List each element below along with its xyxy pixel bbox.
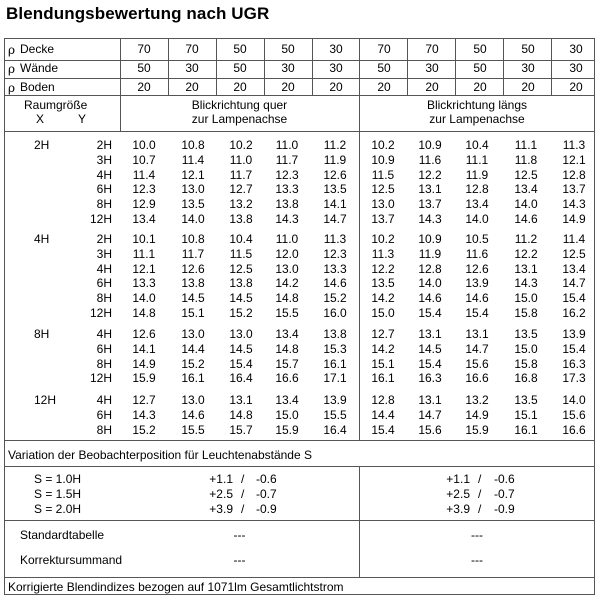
reflectance-value: 30	[521, 61, 535, 75]
spacing-label: S = 1.5H	[34, 487, 82, 501]
cross-direction-label: Blickrichtung quer	[191, 98, 288, 112]
reflectance-value: 20	[473, 80, 487, 94]
reflectance-label: Wände	[20, 61, 59, 75]
reflectance-value: 30	[329, 61, 343, 75]
reflectance-value: 20	[137, 80, 151, 94]
ugr-long-value: 10.9	[371, 152, 395, 167]
ugr-cross-value: 12.7	[132, 393, 156, 407]
ugr-long-value: 11.9	[418, 246, 442, 261]
reflectance-value: 20	[233, 80, 247, 94]
cross-direction-label: zur Lampenachse	[191, 112, 288, 126]
ugr-cross-value: 15.9	[275, 422, 299, 437]
ugr-cross-value: 16.4	[229, 371, 253, 386]
ugr-cross-value: 13.8	[229, 276, 253, 291]
y-value: 6H	[96, 182, 112, 197]
ugr-long-value: 15.6	[418, 422, 442, 437]
ugr-long-value: 13.7	[418, 197, 442, 212]
x-label: X	[36, 112, 45, 126]
variation-plus: +2.5	[446, 487, 470, 501]
ugr-cross-value: 11.4	[132, 167, 156, 182]
reflectance-value: 50	[233, 61, 247, 75]
reflectance-label: Decke	[20, 42, 55, 56]
ugr-long-value: 11.8	[514, 152, 538, 167]
variation-slash: /	[241, 487, 245, 501]
ugr-cross-value: 15.4	[229, 356, 253, 371]
reflectance-value: 20	[329, 80, 343, 94]
rho-symbol: ρ	[8, 43, 16, 57]
ugr-long-value: 16.3	[562, 356, 586, 371]
ugr-cross-value: 14.5	[181, 291, 205, 306]
ugr-long-value: 14.5	[418, 341, 442, 356]
ugr-long-value: 12.5	[371, 182, 395, 197]
ugr-cross-value: 12.5	[229, 261, 253, 276]
ugr-long-value: 14.6	[418, 291, 442, 306]
ugr-long-value: 14.0	[514, 197, 538, 212]
ugr-long-value: 11.3	[562, 138, 586, 152]
row-divider	[4, 520, 595, 521]
ugr-cross-value: 13.4	[132, 212, 156, 226]
ugr-long-value: 11.1	[465, 152, 489, 167]
page-title: Blendungsbewertung nach UGR	[6, 4, 270, 23]
ugr-cross-value: 10.8	[181, 232, 205, 246]
ugr-cross-value: 11.0	[229, 152, 253, 167]
ugr-long-value: 11.6	[418, 152, 442, 167]
ugr-long-value: 13.1	[418, 327, 442, 341]
y-value: 8H	[96, 356, 112, 371]
ugr-cross-value: 11.7	[275, 152, 299, 167]
ugr-cross-value: 14.1	[323, 197, 347, 212]
correction-cross-value: ---	[233, 553, 246, 567]
y-value: 6H	[96, 407, 112, 422]
ugr-cross-value: 11.5	[229, 246, 253, 261]
ugr-long-value: 15.1	[371, 356, 395, 371]
header-divider	[4, 131, 595, 132]
column-divider	[359, 38, 360, 95]
ugr-long-value: 14.3	[418, 212, 442, 226]
ugr-long-value: 15.6	[562, 407, 586, 422]
ugr-cross-value: 13.5	[181, 197, 205, 212]
ugr-cross-value: 12.0	[275, 246, 299, 261]
ugr-cross-value: 13.5	[323, 182, 347, 197]
y-value: 3H	[96, 152, 112, 167]
ugr-cross-value: 14.6	[323, 276, 347, 291]
long-direction-label: zur Lampenachse	[429, 112, 525, 126]
ugr-cross-value: 12.7	[229, 182, 253, 197]
ugr-long-value: 13.4	[514, 182, 538, 197]
column-divider	[407, 38, 408, 95]
ugr-cross-value: 14.8	[275, 291, 299, 306]
ugr-long-value: 10.2	[371, 138, 395, 152]
y-label: Y	[78, 112, 87, 126]
reflectance-label: Boden	[20, 80, 55, 94]
ugr-long-value: 12.5	[514, 167, 538, 182]
variation-minus: -0.7	[256, 487, 277, 501]
ugr-long-value: 15.0	[514, 291, 538, 306]
ugr-cross-value: 13.8	[323, 327, 347, 341]
reflectance-value: 50	[521, 42, 535, 56]
x-value: 8H	[34, 327, 50, 341]
ugr-cross-value: 16.6	[275, 371, 299, 386]
reflectance-value: 30	[185, 61, 199, 75]
reflectance-value: 50	[473, 61, 487, 75]
reflectance-value: 20	[377, 80, 391, 94]
ugr-long-value: 16.2	[562, 306, 586, 320]
y-value: 8H	[96, 197, 112, 212]
ugr-cross-value: 13.2	[229, 197, 253, 212]
reflectance-value: 50	[473, 42, 487, 56]
y-value: 12H	[89, 212, 112, 226]
ugr-long-value: 11.9	[465, 167, 489, 182]
x-value: 12H	[34, 393, 57, 407]
ugr-cross-value: 14.6	[181, 407, 205, 422]
ugr-long-value: 11.3	[371, 246, 395, 261]
ugr-long-value: 11.2	[514, 232, 538, 246]
ugr-long-value: 15.6	[465, 356, 489, 371]
ugr-long-value: 13.1	[418, 182, 442, 197]
ugr-cross-value: 14.8	[132, 306, 156, 320]
ugr-cross-value: 15.9	[132, 371, 156, 386]
standard-table-label: Standardtabelle	[20, 528, 105, 542]
ugr-cross-value: 14.0	[181, 212, 205, 226]
reflectance-value: 20	[425, 80, 439, 94]
ugr-long-value: 15.8	[514, 356, 538, 371]
ugr-long-value: 14.7	[465, 341, 489, 356]
ugr-cross-value: 13.9	[323, 393, 347, 407]
ugr-cross-value: 13.8	[275, 197, 299, 212]
ugr-long-value: 14.0	[465, 212, 489, 226]
ugr-long-value: 12.2	[418, 167, 442, 182]
reflectance-value: 70	[185, 42, 199, 56]
ugr-cross-value: 17.1	[323, 371, 347, 386]
y-value: 3H	[96, 246, 112, 261]
ugr-long-value: 14.2	[371, 291, 395, 306]
ugr-cross-value: 10.4	[229, 232, 253, 246]
ugr-cross-value: 13.0	[275, 261, 299, 276]
ugr-long-value: 12.6	[465, 261, 489, 276]
ugr-cross-value: 14.8	[275, 341, 299, 356]
ugr-long-value: 14.6	[514, 212, 538, 226]
ugr-cross-value: 15.2	[132, 422, 156, 437]
ugr-cross-value: 11.2	[323, 138, 347, 152]
ugr-cross-value: 15.5	[323, 407, 347, 422]
row-divider	[4, 466, 595, 467]
correction-label: Korrektursummand	[20, 553, 123, 567]
ugr-long-value: 15.4	[562, 291, 586, 306]
ugr-long-value: 13.7	[562, 182, 586, 197]
section-divider	[359, 95, 360, 440]
spacing-label: S = 1.0H	[34, 472, 82, 486]
ugr-long-value: 13.1	[465, 327, 489, 341]
ugr-cross-value: 11.4	[181, 152, 205, 167]
ugr-cross-value: 15.3	[323, 341, 347, 356]
ugr-cross-value: 13.0	[181, 327, 205, 341]
ugr-cross-value: 12.1	[132, 261, 156, 276]
ugr-cross-value: 11.3	[323, 232, 347, 246]
y-value: 4H	[96, 167, 112, 182]
ugr-cross-value: 14.2	[275, 276, 299, 291]
ugr-long-value: 14.0	[418, 276, 442, 291]
ugr-cross-value: 10.2	[229, 138, 253, 152]
ugr-long-value: 10.2	[371, 232, 395, 246]
ugr-long-value: 12.1	[562, 152, 586, 167]
variation-minus: -0.6	[494, 472, 515, 486]
correction-long-value: ---	[471, 553, 483, 567]
ugr-cross-value: 12.1	[181, 167, 205, 182]
ugr-long-value: 13.4	[465, 197, 489, 212]
ugr-cross-value: 13.4	[275, 393, 299, 407]
ugr-long-value: 15.4	[371, 422, 395, 437]
y-value: 2H	[96, 232, 112, 246]
ugr-cross-value: 12.3	[323, 246, 347, 261]
ugr-long-value: 15.4	[418, 306, 442, 320]
ugr-cross-value: 14.0	[132, 291, 156, 306]
y-value: 6H	[96, 276, 112, 291]
variation-minus: -0.9	[256, 502, 277, 516]
standard-cross-value: ---	[233, 528, 246, 542]
ugr-long-value: 12.8	[418, 261, 442, 276]
ugr-long-value: 13.4	[562, 261, 586, 276]
ugr-cross-value: 13.8	[229, 212, 253, 226]
ugr-cross-value: 11.0	[275, 138, 299, 152]
footer-note: Korrigierte Blendindizes bezogen auf 1071lm Gesamtlichtstrom	[8, 580, 344, 594]
reflectance-value: 30	[569, 42, 583, 56]
ugr-cross-value: 16.4	[323, 422, 347, 437]
reflectance-value: 30	[425, 61, 439, 75]
ugr-cross-value: 15.0	[275, 407, 299, 422]
ugr-cross-value: 14.4	[181, 341, 205, 356]
ugr-cross-value: 15.2	[181, 356, 205, 371]
ugr-cross-value: 13.3	[323, 261, 347, 276]
ugr-long-value: 10.9	[418, 138, 442, 152]
ugr-long-value: 13.2	[465, 393, 489, 407]
variation-plus: +3.9	[446, 502, 470, 516]
reflectance-value: 20	[281, 80, 295, 94]
ugr-long-value: 10.9	[418, 232, 442, 246]
spacing-label: S = 2.0H	[34, 502, 82, 516]
ugr-cross-value: 12.3	[132, 182, 156, 197]
ugr-cross-value: 15.5	[181, 422, 205, 437]
column-divider	[503, 38, 504, 95]
ugr-cross-value: 12.6	[323, 167, 347, 182]
ugr-cross-value: 15.7	[275, 356, 299, 371]
row-divider	[4, 577, 595, 578]
ugr-cross-value: 14.5	[229, 341, 253, 356]
long-direction-label: Blickrichtung längs	[426, 98, 528, 112]
ugr-long-value: 13.5	[514, 393, 538, 407]
reflectance-value: 20	[569, 80, 583, 94]
ugr-long-value: 16.6	[562, 422, 586, 437]
ugr-cross-value: 11.7	[229, 167, 253, 182]
ugr-long-value: 12.8	[371, 393, 395, 407]
ugr-cross-value: 13.0	[229, 327, 253, 341]
ugr-cross-value: 14.5	[229, 291, 253, 306]
y-value: 6H	[96, 341, 112, 356]
ugr-long-value: 13.0	[371, 197, 395, 212]
variation-slash: /	[478, 502, 482, 516]
ugr-long-value: 13.5	[514, 327, 538, 341]
ugr-cross-value: 12.9	[132, 197, 156, 212]
ugr-cross-value: 13.3	[275, 182, 299, 197]
rho-symbol: ρ	[8, 81, 16, 95]
ugr-cross-value: 13.3	[132, 276, 156, 291]
ugr-long-value: 15.9	[465, 422, 489, 437]
column-divider	[551, 38, 552, 95]
variation-slash: /	[478, 472, 482, 486]
ugr-cross-value: 14.3	[132, 407, 156, 422]
ugr-long-value: 14.3	[514, 276, 538, 291]
reflectance-value: 70	[137, 42, 151, 56]
ugr-long-value: 16.1	[514, 422, 538, 437]
row-divider	[4, 95, 595, 96]
ugr-cross-value: 12.3	[275, 167, 299, 182]
ugr-cross-value: 10.0	[132, 138, 156, 152]
y-value: 4H	[96, 261, 112, 276]
ugr-cross-value: 15.7	[229, 422, 253, 437]
standard-long-value: ---	[471, 528, 483, 542]
ugr-long-value: 15.0	[371, 306, 395, 320]
ugr-cross-value: 11.9	[323, 152, 347, 167]
ugr-long-value: 14.6	[465, 291, 489, 306]
ugr-cross-value: 16.1	[181, 371, 205, 386]
row-divider	[4, 78, 595, 79]
ugr-long-value: 14.9	[562, 212, 586, 226]
ugr-long-value: 11.5	[371, 167, 395, 182]
ugr-cross-value: 14.3	[275, 212, 299, 226]
variation-plus: +1.1	[446, 472, 470, 486]
ugr-cross-value: 11.0	[275, 232, 299, 246]
ugr-long-value: 11.4	[562, 232, 586, 246]
ugr-long-value: 12.2	[371, 261, 395, 276]
ugr-cross-value: 16.1	[323, 356, 347, 371]
y-value: 12H	[89, 371, 112, 386]
ugr-long-value: 14.7	[562, 276, 586, 291]
reflectance-value: 70	[425, 42, 439, 56]
ugr-cross-value: 13.0	[181, 182, 205, 197]
ugr-cross-value: 11.1	[132, 246, 156, 261]
ugr-long-value: 11.1	[514, 138, 538, 152]
ugr-long-value: 13.5	[371, 276, 395, 291]
y-value: 8H	[96, 422, 112, 437]
y-value: 12H	[89, 306, 112, 320]
rho-symbol: ρ	[8, 62, 16, 76]
ugr-cross-value: 10.8	[181, 138, 205, 152]
ugr-long-value: 13.1	[514, 261, 538, 276]
ugr-cross-value: 10.7	[132, 152, 156, 167]
variation-plus: +2.5	[209, 487, 233, 501]
ugr-long-value: 16.8	[514, 371, 538, 386]
ugr-long-value: 16.6	[465, 371, 489, 386]
y-value: 8H	[96, 291, 112, 306]
ugr-long-value: 12.8	[465, 182, 489, 197]
column-divider	[455, 38, 456, 95]
reflectance-value: 30	[329, 42, 343, 56]
y-value: 2H	[96, 138, 112, 152]
ugr-long-value: 14.4	[371, 407, 395, 422]
ugr-cross-value: 13.8	[181, 276, 205, 291]
y-value: 4H	[96, 393, 112, 407]
ugr-long-value: 16.3	[418, 371, 442, 386]
ugr-long-value: 11.6	[465, 246, 489, 261]
ugr-cross-value: 12.6	[132, 327, 156, 341]
x-value: 2H	[34, 138, 50, 152]
ugr-long-value: 14.9	[465, 407, 489, 422]
ugr-long-value: 15.0	[514, 341, 538, 356]
reflectance-value: 50	[281, 42, 295, 56]
reflectance-value: 20	[521, 80, 535, 94]
ugr-long-value: 15.8	[514, 306, 538, 320]
variation-slash: /	[241, 472, 245, 486]
reflectance-value: 50	[233, 42, 247, 56]
variation-plus: +3.9	[209, 502, 233, 516]
variation-minus: -0.9	[494, 502, 515, 516]
ugr-cross-value: 11.7	[181, 246, 205, 261]
ugr-long-value: 10.5	[465, 232, 489, 246]
ugr-cross-value: 10.1	[132, 232, 156, 246]
ugr-long-value: 13.7	[371, 212, 395, 226]
variation-slash: /	[241, 502, 245, 516]
ugr-long-value: 15.4	[418, 356, 442, 371]
ugr-cross-value: 15.2	[323, 291, 347, 306]
ugr-cross-value: 16.0	[323, 306, 347, 320]
reflectance-value: 70	[377, 42, 391, 56]
ugr-long-value: 13.1	[418, 393, 442, 407]
reflectance-value: 50	[377, 61, 391, 75]
ugr-cross-value: 13.4	[275, 327, 299, 341]
ugr-cross-value: 12.6	[181, 261, 205, 276]
ugr-long-value: 12.5	[562, 246, 586, 261]
ugr-long-value: 14.3	[562, 197, 586, 212]
ugr-cross-value: 14.9	[132, 356, 156, 371]
row-divider	[4, 440, 595, 441]
ugr-long-value: 14.0	[562, 393, 586, 407]
ugr-long-value: 14.2	[371, 341, 395, 356]
reflectance-value: 30	[281, 61, 295, 75]
ugr-cross-value: 15.5	[275, 306, 299, 320]
ugr-long-value: 15.1	[514, 407, 538, 422]
ugr-long-value: 15.4	[465, 306, 489, 320]
ugr-long-value: 13.9	[465, 276, 489, 291]
ugr-long-value: 13.9	[562, 327, 586, 341]
y-value: 4H	[96, 327, 112, 341]
ugr-long-value: 12.2	[514, 246, 538, 261]
variation-heading: Variation der Beobachterposition für Leuchtenabstände S	[8, 448, 312, 462]
reflectance-value: 50	[137, 61, 151, 75]
ugr-cross-value: 13.1	[229, 393, 253, 407]
ugr-long-value: 12.8	[562, 167, 586, 182]
ugr-long-value: 16.1	[371, 371, 395, 386]
ugr-cross-value: 15.2	[229, 306, 253, 320]
ugr-cross-value: 15.1	[181, 306, 205, 320]
ugr-cross-value: 13.0	[181, 393, 205, 407]
reflectance-value: 30	[569, 61, 583, 75]
x-value: 4H	[34, 232, 50, 246]
ugr-long-value: 14.7	[418, 407, 442, 422]
ugr-long-value: 12.7	[371, 327, 395, 341]
ugr-cross-value: 14.1	[132, 341, 156, 356]
ugr-cross-value: 14.7	[323, 212, 347, 226]
room-size-label: Raumgröße	[24, 98, 88, 112]
ugr-cross-value: 14.8	[229, 407, 253, 422]
reflectance-value: 20	[185, 80, 199, 94]
ugr-long-value: 15.4	[562, 341, 586, 356]
variation-plus: +1.1	[209, 472, 233, 486]
variation-minus: -0.6	[256, 472, 277, 486]
ugr-long-value: 17.3	[562, 371, 586, 386]
variation-minus: -0.7	[494, 487, 515, 501]
variation-slash: /	[478, 487, 482, 501]
ugr-long-value: 10.4	[465, 138, 489, 152]
